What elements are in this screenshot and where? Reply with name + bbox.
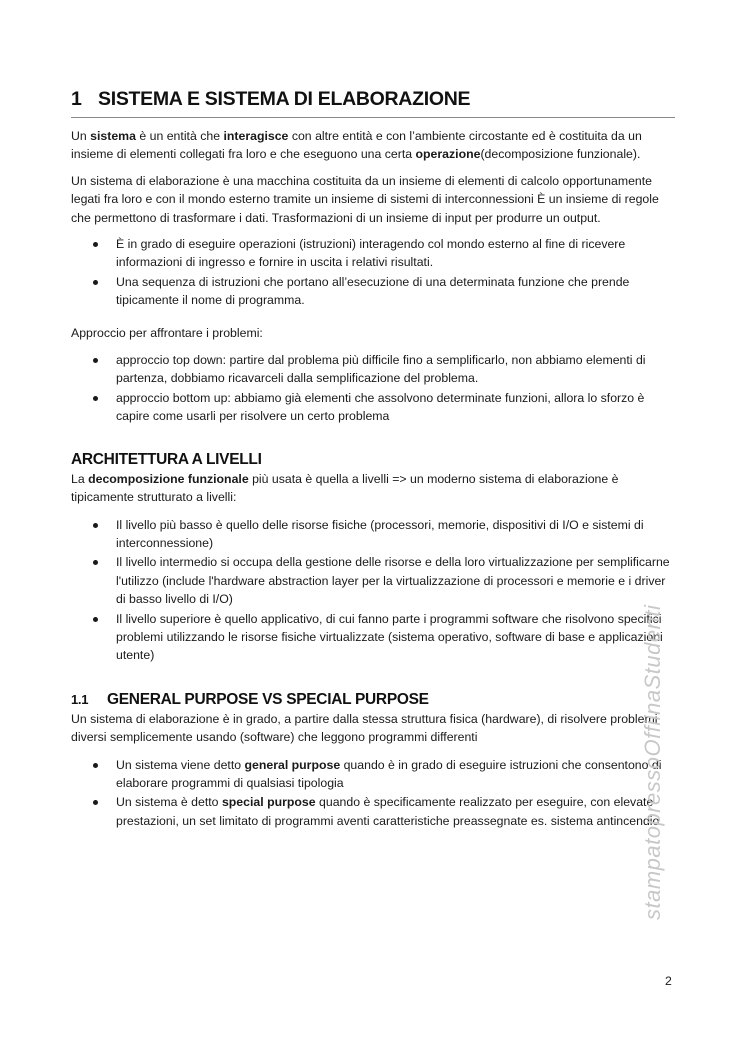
- bold-term-interagisce: interagisce: [223, 129, 289, 143]
- text-run: è un entità che: [135, 129, 224, 143]
- section-number: 1: [71, 88, 82, 110]
- section-heading-1: [71, 88, 675, 118]
- list-item: Il livello superiore è quello applicativo, di cui fanno parte i programmi software che risolvono specifici problemi utilizzando le risorse fisiche virtualizzate (sistema operativo, software di base e applicazioni utente): [71, 610, 675, 665]
- subsection-number: 1.1: [71, 691, 89, 707]
- watermark: stampatopressoOffiinaStudenti: [640, 604, 665, 920]
- bullet-list-approaches: [71, 351, 675, 426]
- bold-term-special-purpose: special purpose: [221, 795, 316, 810]
- intro-paragraph: [71, 127, 675, 164]
- bold-term-sistema: sistema: [90, 129, 136, 143]
- text-run: Un sistema è detto: [116, 795, 222, 810]
- list-item: Il livello più basso è quello delle risorse fisiche (processori, memorie, dispositivi di I/O e sistemi di interconnessione): [71, 516, 675, 553]
- list-item: approccio bottom up: abbiamo già elementi che assolvono determinate funzioni, allora lo sforzo è capire come usarli per risolvere un certo problema: [71, 389, 675, 426]
- subsection-heading-1-1: [71, 690, 675, 710]
- text-run: Un sistema viene detto: [116, 757, 245, 772]
- text-run: più usata è quella a livelli => un moderno sistema di elaborazione è tipicamente strutturato a livelli:: [71, 471, 619, 505]
- bullet-list-levels: [71, 516, 675, 665]
- text-run: quando è specificamente realizzato per eseguire, con elevate prestazioni, un set limitato di programmi aventi caratteristiche preassegnate es. sistema antincendio: [116, 795, 660, 828]
- list-item: È in grado di eseguire operazioni (istruzioni) interagendo col mondo esterno al fine di ricevere informazioni di ingresso e fornire in uscita i relativi risultati.: [71, 235, 675, 272]
- text-run: La: [71, 471, 89, 486]
- list-item: [71, 793, 675, 830]
- approach-paragraph: Approccio per affrontare i problemi:: [71, 325, 263, 340]
- definition-paragraph: Un sistema di elaborazione è una macchina costituita da un insieme di elementi di calcolo opportunamente legati fra loro e con il mondo esterno tramite un insieme di sistemi di interconnessioni È un insieme di regole che permettono di trasformare i dati. Trasformazioni di un insieme di input per produrre un output.: [71, 173, 659, 225]
- subheading-architettura: ARCHITETTURA A LIVELLI: [71, 450, 262, 468]
- page-number: 2: [665, 974, 672, 988]
- list-item: Il livello intermedio si occupa della gestione delle risorse e della loro virtualizzazione per semplificarne l'utilizzo (include l'hardware abstraction layer per la virtualizzazione di processori e memorie e i driver di basso livello di I/O): [71, 553, 675, 608]
- purpose-intro: Un sistema di elaborazione è in grado, a partire dalla stessa struttura fisica (hardware), di risolvere problemi diversi semplicemente usando (software) che leggono programmi differenti: [71, 711, 658, 745]
- list-item: [71, 756, 675, 793]
- text-run: quando è in grado di eseguire istruzioni che consentono di elaborare programmi di qualsiasi tipologia: [116, 757, 662, 790]
- text-run: (decomposizione funzionale).: [480, 147, 641, 162]
- bold-term-operazione: operazione: [415, 147, 481, 162]
- section-title: SISTEMA E SISTEMA DI ELABORAZIONE: [98, 88, 471, 110]
- text-run: Un: [71, 129, 91, 143]
- bold-term-decomposizione: decomposizione funzionale: [88, 471, 249, 486]
- bullet-list-purpose: [71, 756, 675, 831]
- list-item: approccio top down: partire dal problema più difficile fino a semplificarlo, non abbiamo elementi di partenza, dobbiamo ricavarceli dalla semplificazione del problema.: [71, 351, 675, 388]
- subsection-title: GENERAL PURPOSE VS SPECIAL PURPOSE: [107, 690, 429, 708]
- page-content: [71, 88, 675, 831]
- bold-term-general-purpose: general purpose: [244, 757, 341, 772]
- bullet-list-properties: [71, 235, 675, 310]
- list-item: Una sequenza di istruzioni che portano all’esecuzione di una determinata funzione che prende tipicamente il nome di programma.: [71, 273, 675, 310]
- text-run: con altre entità e con l’ambiente circostante ed è costituita da un insieme di elementi collegati fra loro e che eseguono una certa: [71, 129, 642, 162]
- architecture-intro: [71, 470, 675, 507]
